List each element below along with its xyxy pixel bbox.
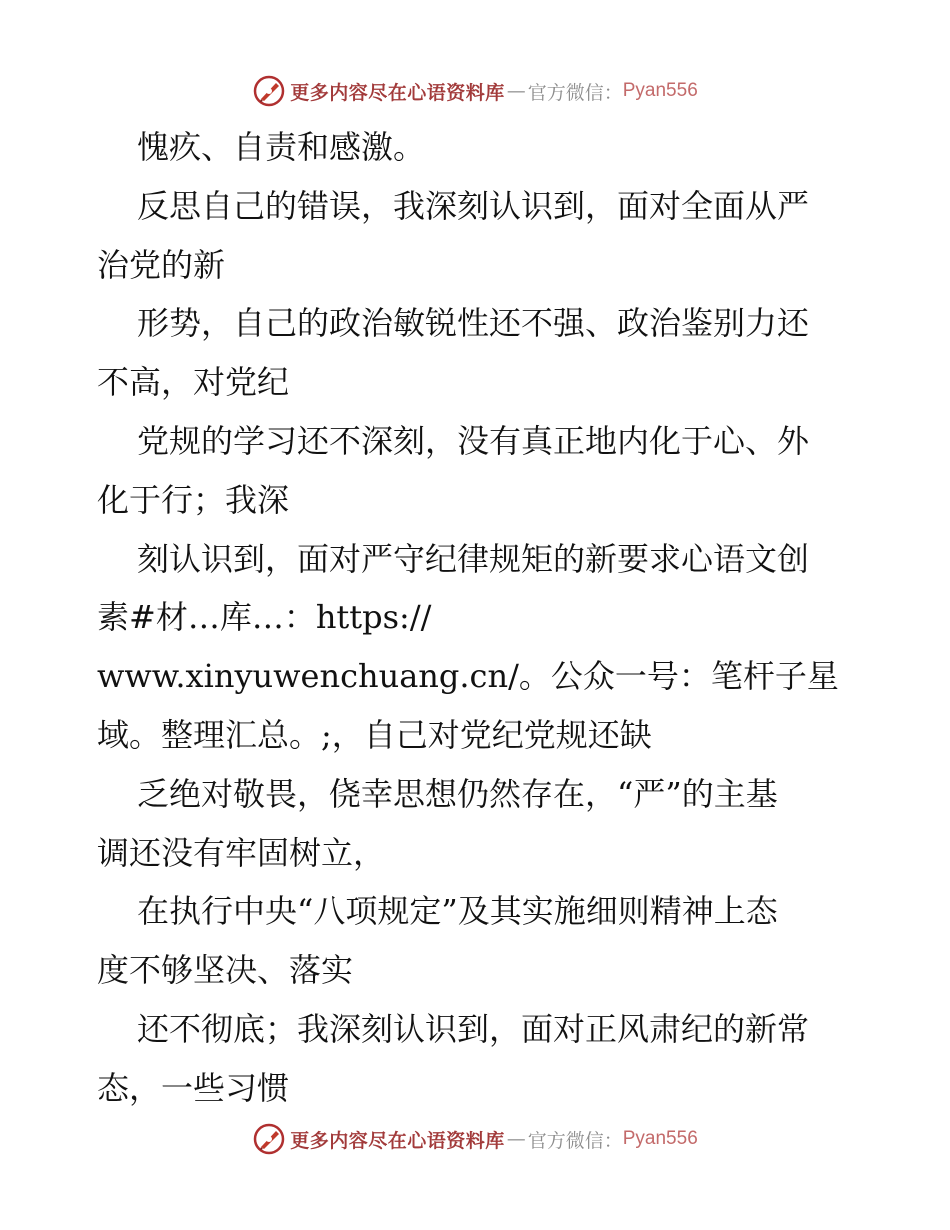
header-title: 更多内容尽在心语资料库: [290, 81, 505, 104]
text-line: 不高，对党纪: [97, 363, 290, 402]
text-line: 度不够坚决、落实: [97, 951, 354, 990]
text-line: 素#材…库…：https://: [97, 598, 432, 637]
text-line: 党规的学习还不深刻，没有真正地内化于心、外: [137, 421, 810, 460]
text-line: 反思自己的错误，我深刻认识到，面对全面从严: [137, 186, 810, 225]
footer-wechat-label: 官方微信：: [527, 1129, 623, 1152]
footer-dash: —: [506, 1128, 526, 1150]
text-line: 形势，自己的政治敏锐性还不强、政治鉴别力还: [137, 304, 810, 343]
header-banner: [0, 71, 950, 111]
text-line: 还不彻底；我深刻认识到，面对正风肃纪的新常: [137, 1009, 810, 1048]
text-line: www.xinyuwenchuang.cn/。公众一号：笔杆子星: [97, 657, 839, 696]
text-line: 调还没有牢固树立，: [97, 833, 386, 872]
text-line: 刻认识到，面对严守纪律规矩的新要求心语文创: [137, 539, 810, 578]
text-line: 域。整理汇总。;，自己对党纪党规还缺: [97, 715, 652, 754]
quill-logo-icon: [252, 1122, 286, 1156]
header-wechat-id: Pyan556: [622, 80, 698, 101]
document-body: [97, 118, 857, 1118]
header-wechat-label: 官方微信：: [527, 81, 623, 104]
footer-title: 更多内容尽在心语资料库: [290, 1129, 505, 1152]
quill-logo-icon: [252, 74, 286, 108]
header-dash: —: [506, 80, 526, 102]
footer-wechat-id: Pyan556: [622, 1128, 698, 1149]
footer-banner: [0, 1119, 950, 1159]
text-line: 在执行中央“八项规定”及其实施细则精神上态: [137, 892, 778, 931]
text-line: 乏绝对敬畏，侥幸思想仍然存在，“严”的主基: [137, 774, 778, 813]
text-line: 态，一些习惯: [97, 1068, 290, 1107]
text-line: 愧疚、自责和感激。: [137, 128, 426, 166]
text-line: 化于行；我深: [97, 480, 290, 519]
text-line: 治党的新: [97, 245, 226, 284]
